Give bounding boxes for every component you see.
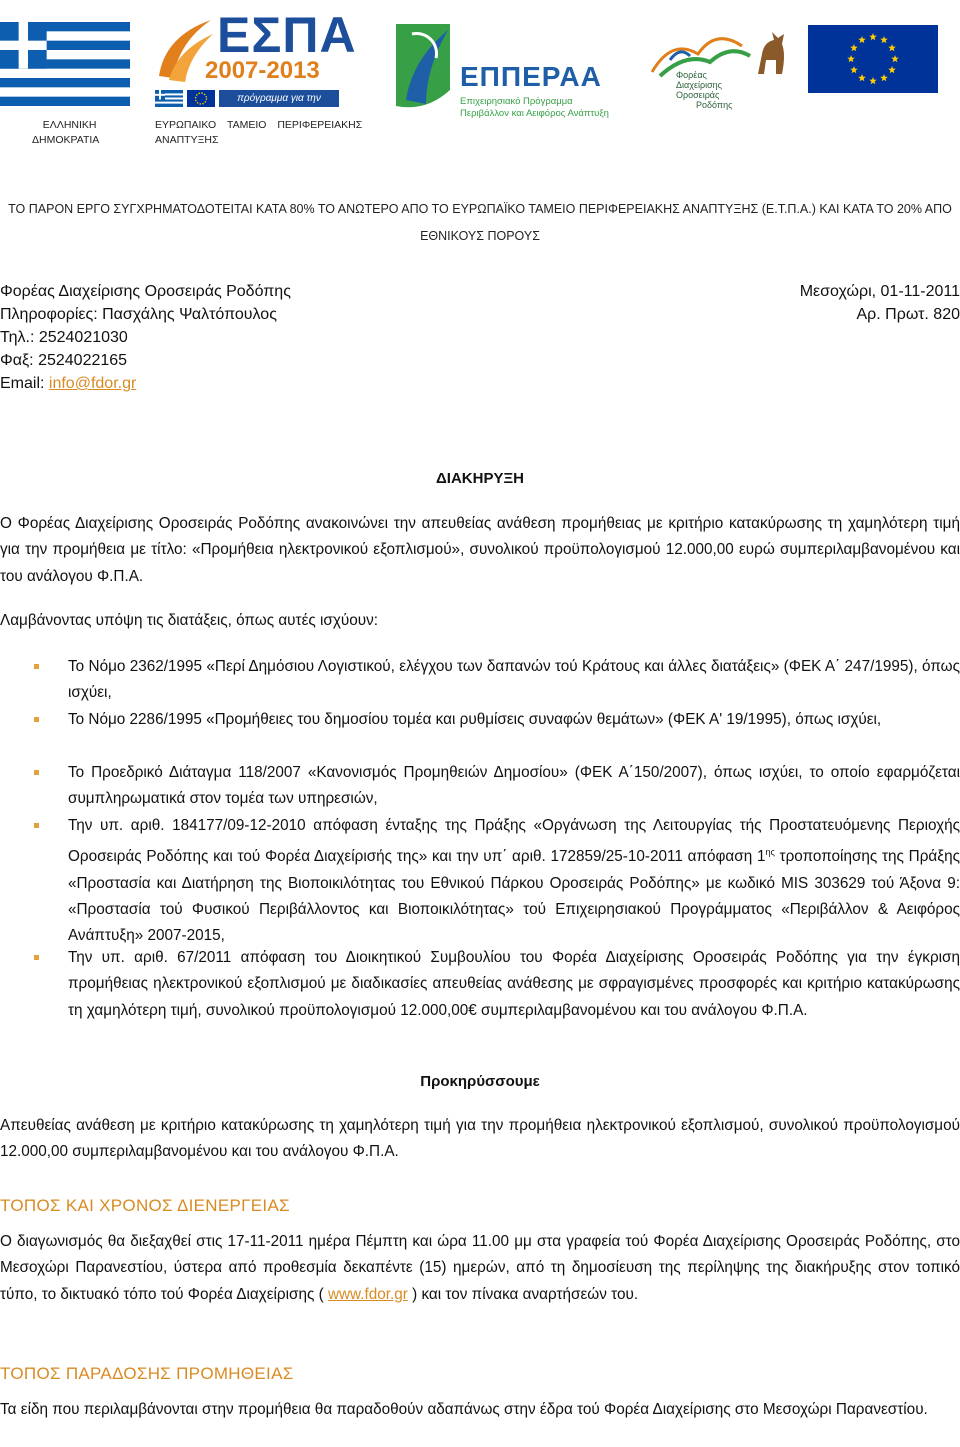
bullet-icon	[34, 823, 39, 828]
provision-item: Το Προεδρικό Διάταγμα 118/2007 «Κανονισμός Προμηθειών Δημοσίου» (ΦΕΚ Α΄150/2007), όπως ισχύει, το οποίο εφαρμόζεται συμπληρωματικά στον τομέα των υπηρεσιών,	[68, 764, 960, 808]
place-date: Μεσοχώρι, 01-11-2011	[799, 283, 960, 300]
sender-block	[0, 280, 291, 395]
section-heading-place-time: ΤΟΠΟΣ ΚΑΙ ΧΡΟΝΟΣ ΔΙΕΝΕΡΓΕΙΑΣ	[0, 1196, 290, 1215]
provision-item: Το Νόμο 2362/1995 «Περί Δημόσιου Λογιστικού, ελέγχου των δαπανών τού Κράτους και άλλες διατάξεις» (ΦΕΚ Α΄ 247/1995), όπως ισχύει,	[68, 658, 960, 702]
email-line: Email: info@fdor.gr	[0, 375, 137, 392]
epperaa-subtitle-1: Επιχειρησιακό Πρόγραμμα	[460, 96, 573, 107]
email-link[interactable]: info@fdor.gr	[48, 375, 137, 392]
fax: Φαξ: 2524022165	[0, 352, 128, 369]
eu-flag-logo	[808, 25, 938, 93]
document-title: ΔΙΑΚΗΡΥΞΗ	[436, 470, 524, 487]
fdor-logo	[650, 20, 790, 115]
espa-slogan: πρόγραμμα για την ανάπτυξη	[219, 90, 339, 107]
erdf-caption: ΕΥΡΩΠΑΙΚΟ ΤΑΜΕΙΟ ΠΕΡΙΦΕΡΕΙΑΚΗΣ ΑΝΑΠΤΥΞΗΣ	[155, 119, 363, 146]
epperaa-leaf-icon	[392, 20, 454, 112]
org-name: Φορέας Διαχείρισης Οροσειράς Ροδόπης	[0, 283, 291, 300]
greek-republic-caption: ΕΛΛΗΝΙΚΗ ΔΗΜΟΚΡΑΤΙΑ	[32, 119, 100, 146]
fdor-text: Φορέας Διαχείρισης Οροσειράς Ροδόπης	[676, 70, 733, 110]
place-time-paragraph: Ο διαγωνισμός θα διεξαχθεί στις 17-11-2011 ημέρα Πέμπτη και ώρα 11.00 μμ στα γραφεία τού Φορέα Διαχείρισης Οροσειράς Ροδόπης, στο Μεσοχώρι Παρανεστίου, ύστερα από προθεσμία δεκαπέντε (15) ημερών, από τη δημοσίευση της περίληψης της διακήρυξης στον τοπικό τύπο, το δικτυακό τόπο τού Φορέα Διαχείρισης ( www.fdor.gr ) και τον πίνακα αναρτήσεών του.	[0, 1233, 960, 1303]
mini-eu-flag-icon	[187, 90, 215, 107]
provision-item: Το Νόμο 2286/1995 «Προμήθειες του δημοσίου τομέα και ρυθμίσεις συναφών θεμάτων» (ΦΕΚ Α' 19/1995), όπως ισχύει,	[68, 711, 882, 728]
website-link[interactable]: www.fdor.gr	[327, 1285, 408, 1303]
espa-logo	[155, 7, 357, 121]
contact-person: Πληροφορίες: Πασχάλης Ψαλτόπουλος	[0, 306, 277, 323]
provision-item: Την υπ. αριθ. 67/2011 απόφαση του Διοικητικού Συμβουλίου του Φορέα Διαχείρισης Οροσειράς Ροδόπης για την έγκριση προμήθειας ηλεκτρονικού εξοπλισμού με διαδικασίες απευθείας ανάθεσης με σφραγισμένες προσφορές και κριτήριο κατακύρωσης τη χαμηλότερη τιμή, συνολικού προϋπολογισμού 12.000,00€ συμπεριλαμβανομένου και του ανάλογου Φ.Π.Α.	[68, 949, 960, 1019]
epperaa-logo	[392, 20, 612, 120]
section-heading-delivery: ΤΟΠΟΣ ΠΑΡΑΔΟΣΗΣ ΠΡΟΜΗΘΕΙΑΣ	[0, 1364, 294, 1383]
delivery-paragraph: Τα είδη που περιλαμβάνονται στην προμήθεια θα παραδοθούν αδαπάνως στην έδρα τού Φορέα Διαχείρισης στο Μεσοχώρι Παρανεστίου.	[0, 1401, 928, 1418]
bullet-icon	[34, 717, 39, 722]
intro-paragraph: Ο Φορέας Διαχείρισης Οροσειράς Ροδόπης ανακοινώνει την απευθείας ανάθεση προμήθειας με κριτήριο κατακύρωσης τη χαμηλότερη τιμή για την προμήθεια με τίτλο: «Προμήθεια ηλεκτρονικού εξοπλισμού», συνολικού προϋπολογισμού 12.000,00 ευρώ συμπεριλαμβανομένου και του ανάλογου Φ.Π.Α.	[0, 515, 960, 585]
epperaa-title: ΕΠΠΕΡΑΑ	[460, 61, 602, 92]
greek-flag-logo	[0, 22, 130, 106]
bullet-icon	[34, 770, 39, 775]
proclaim-paragraph: Απευθείας ανάθεση με κριτήριο κατακύρωσης τη χαμηλότερη τιμή για την προμήθεια ηλεκτρονικού εξοπλισμού, συνολικού προϋπολογισμού 12.000,00 συμπεριλαμβανομένου και του ανάλογου Φ.Π.Α.	[0, 1117, 960, 1161]
epperaa-subtitle-2: Περιβάλλον και Αειφόρος Ανάπτυξη	[460, 108, 609, 119]
espa-title: ΕΣΠΑ	[217, 7, 357, 63]
phone: Τηλ.: 2524021030	[0, 329, 128, 346]
date-block	[800, 280, 960, 326]
espa-years: 2007-2013	[205, 57, 320, 84]
mini-greek-flag-icon	[155, 90, 183, 107]
considering-line: Λαμβάνοντας υπόψη τις διατάξεις, όπως αυτές ισχύουν:	[0, 612, 379, 629]
provision-item: Την υπ. αριθ. 184177/09-12-2010 απόφαση ένταξης της Πράξης «Οργάνωση της Λειτουργίας τής Προστατευόμενης Περιοχής Οροσειράς Ροδόπης και τού Φορέα Διαχείρισής της» και την υπ΄ αριθ. 172859/25-10-2011 απόφαση $1^{\eta\varsigma}$ τροποποίησης της Πράξης «Προστασία και Διατήρηση της Βιοποικιλότητας του Εθνικού Πάρκου Οροσειράς Ροδόπης» με κωδικό MIS 303629 τού Άξονα 9: «Προστασία τού Φυσικού Περιβάλλοντος και Βιοποικιλότητας» τού Επιχειρησιακού Προγράμματος «Περιβάλλον & Αειφόρος Ανάπτυξη» 2007-2015,	[68, 817, 960, 945]
cofunding-notice-line-1: ΤΟ ΠΑΡΟΝ ΕΡΓΟ ΣΥΓΧΡΗΜΑΤΟΔΟΤΕΙΤΑΙ ΚΑΤΑ 80% ΤΟ ΑΝΩΤΕΡΟ ΑΠΟ ΤΟ ΕΥΡΩΠΑΪΚΟ ΤΑΜΕΙΟ ΠΕΡΙΦΕΡΕΙΑΚΗΣ ΑΝΑΠΤΥΞΗΣ (Ε.Τ.Π.Α.) ΚΑΙ ΚΑΤΑ ΤΟ 20% ΑΠΟ	[8, 202, 952, 216]
bullet-icon	[34, 955, 39, 960]
bullet-icon	[34, 664, 39, 669]
cofunding-notice-line-2: ΕΘΝΙΚΟΥΣ ΠΟΡΟΥΣ	[420, 229, 540, 243]
proclaim-title: Προκηρύσσουμε	[420, 1073, 540, 1090]
protocol-number: Αρ. Πρωτ. 820	[856, 306, 960, 323]
